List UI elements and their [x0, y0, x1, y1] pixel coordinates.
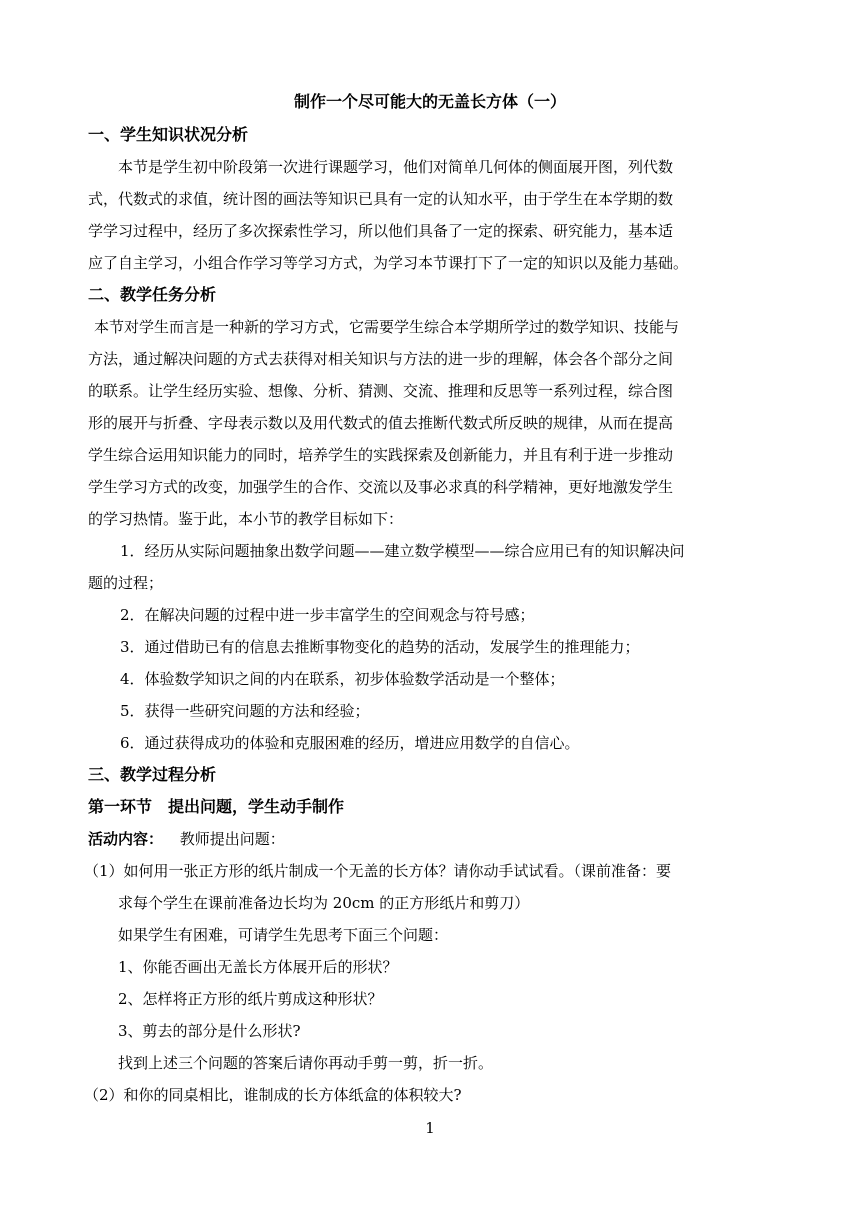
section-heading-teaching-task: 二、教学任务分析	[88, 285, 217, 304]
paragraph-line: 形的展开与折叠、字母表示数以及用代数式的值去推断代数式所反映的规律，从而在提高	[88, 414, 674, 432]
hint-item: 1、你能否画出无盖长方体展开后的形状？	[118, 958, 398, 976]
section-heading-student-knowledge: 一、学生知识状况分析	[88, 125, 249, 144]
activity-text: 教师提出问题：	[179, 830, 285, 848]
question-2: （2）和你的同桌相比，谁制成的长方体纸盒的体积较大?	[84, 1086, 462, 1104]
paragraph-line: 本节对学生而言是一种新的学习方式，它需要学生综合本学期所学过的数学知识、技能与	[94, 318, 680, 336]
paragraph-line: 学生学习方式的改变，加强学生的合作、交流以及事必求真的科学精神，更好地激发学生	[88, 478, 674, 496]
question-1-line-1: （1）如何用一张正方形的纸片制成一个无盖的长方体？请你动手试试看。（课前准备：要	[84, 862, 672, 880]
hint-item: 2、怎样将正方形的纸片剪成这种形状？	[118, 990, 383, 1008]
paragraph-line: 应了自主学习，小组合作学习等学习方式，为学习本节课打下了一定的知识以及能力基础。	[88, 254, 689, 272]
paragraph-line: 式，代数式的求值，统计图的画法等知识已具有一定的认知水平，由于学生在本学期的数	[88, 190, 674, 208]
paragraph-line: 的联系。让学生经历实验、想像、分析、猜测、交流、推理和反思等一系列过程，综合图	[88, 382, 674, 400]
goal-item: 4．体验数学知识之间的内在联系，初步体验数学活动是一个整体；	[120, 670, 565, 688]
hint-intro: 如果学生有困难，可请学生先思考下面三个问题：	[118, 926, 449, 944]
goal-item: 3．通过借助已有的信息去推断事物变化的趋势的活动，发展学生的推理能力；	[120, 638, 640, 656]
goal-item: 2．在解决问题的过程中进一步丰富学生的空间观念与符号感；	[120, 606, 535, 624]
paragraph-line: 本节是学生初中阶段第一次进行课题学习，他们对简单几何体的侧面展开图，列代数	[118, 158, 674, 176]
goal-item: 1．经历从实际问题抽象出数学问题——建立数学模型——综合应用已有的知识解决问	[120, 542, 685, 560]
goal-item: 题的过程；	[88, 574, 164, 592]
activity-line	[88, 829, 285, 849]
paragraph-line: 的学习热情。鉴于此，本小节的教学目标如下：	[88, 510, 404, 528]
activity-label: 活动内容：	[88, 830, 164, 848]
document-title: 制作一个尽可能大的无盖长方体（一）	[293, 92, 566, 111]
question-1-line-2: 求每个学生在课前准备边长均为 20cm 的正方形纸片和剪刀）	[118, 894, 530, 912]
paragraph-line: 学生综合运用知识能力的同时，培养学生的实践探索及创新能力，并且有利于进一步推动	[88, 446, 674, 464]
step-heading: 第一环节 提出问题，学生动手制作	[88, 797, 345, 816]
section-heading-teaching-process: 三、教学过程分析	[88, 765, 217, 784]
page-number: 1	[425, 1119, 435, 1137]
paragraph-line: 方法，通过解决问题的方式去获得对相关知识与方法的进一步的理解，体会各个部分之间	[88, 350, 674, 368]
goal-item: 5．获得一些研究问题的方法和经验；	[120, 702, 370, 720]
hint-item: 3、剪去的部分是什么形状?	[118, 1022, 301, 1040]
goal-item: 6．通过获得成功的体验和克服困难的经历，增进应用数学的自信心。	[120, 734, 580, 752]
paragraph-line: 学学习过程中，经历了多次探索性学习，所以他们具备了一定的探索、研究能力，基本适	[88, 222, 674, 240]
after-hint-text: 找到上述三个问题的答案后请你再动手剪一剪，折一折。	[118, 1054, 494, 1072]
